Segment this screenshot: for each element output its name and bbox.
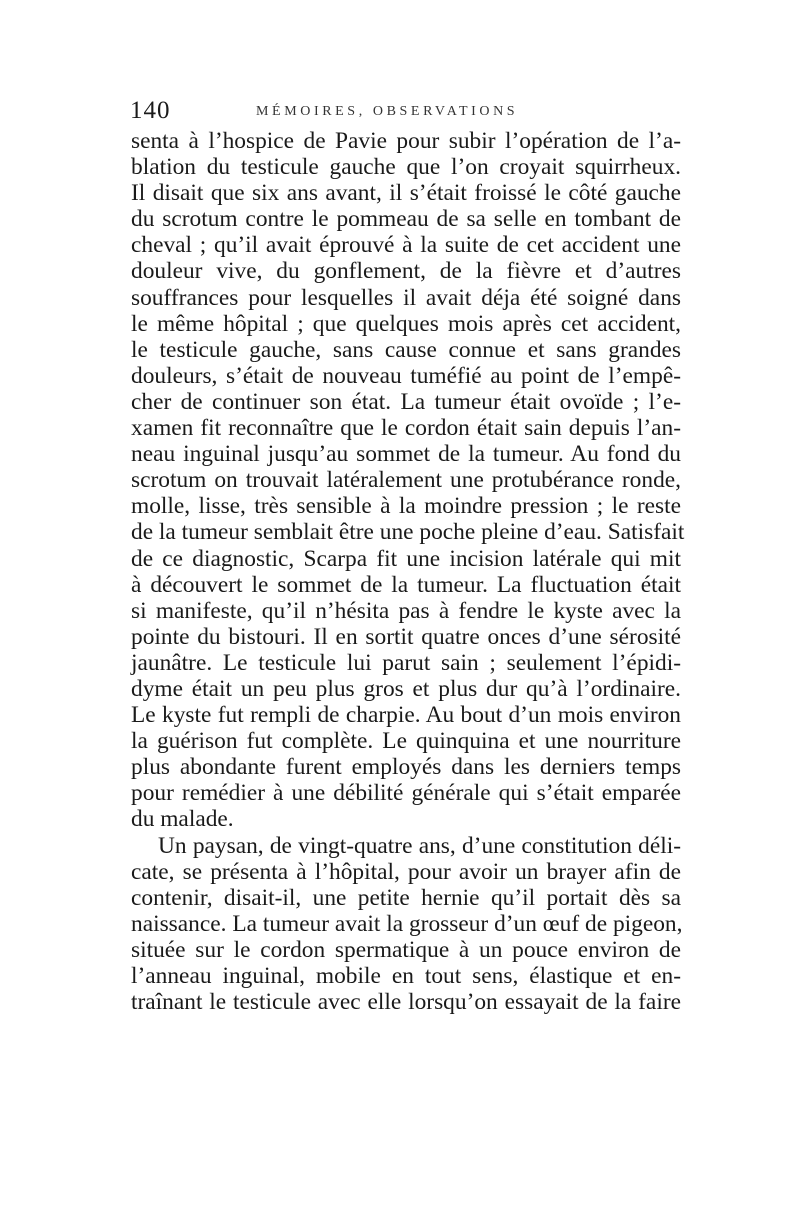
running-title: MÉMOIRES, OBSERVATIONS — [256, 104, 519, 119]
text-line: senta à l’hospice de Pavie pour subir l’opération de l’a- — [131, 128, 681, 154]
paragraph-start-line: Un paysan, de vingt-quatre ans, d’une constitution déli- — [158, 832, 681, 859]
text-line: cher de continuer son état. La tumeur était ovoïde ; l’e- — [131, 388, 681, 415]
text-line: pointe du bistouri. Il en sortit quatre onces d’une sérosité — [131, 623, 681, 650]
text-line: à découvert le sommet de la tumeur. La fluctuation était — [131, 571, 681, 598]
text-line: la guérison fut complète. Le quinquina et une nourriture — [131, 728, 681, 755]
text-line: le même hôpital ; que quelques mois après cet accident, — [131, 310, 681, 337]
text-line: dyme était un peu plus gros et plus dur qu’à l’ordinaire. — [131, 675, 681, 702]
text-line: douleur vive, du gonflement, de la fièvre et d’autres — [131, 258, 681, 285]
text-line: cheval ; qu’il avait éprouvé à la suite de cet accident une — [131, 232, 681, 259]
page-number: 140 — [130, 97, 171, 124]
text-line: située sur le cordon spermatique à un pouce environ de — [131, 936, 681, 963]
text-line: traînant le testicule avec elle lorsqu’on essayait de la faire — [131, 989, 681, 1016]
text-line: contenir, disait-il, une petite hernie qu’il portait dès sa — [131, 884, 681, 911]
text-line: souffrances pour lesquelles il avait déja été soigné dans — [131, 284, 681, 311]
text-line: le testicule gauche, sans cause connue et sans grandes — [131, 336, 681, 363]
text-line: de la tumeur semblait être une poche pleine d’eau. Satisfait — [131, 519, 685, 546]
text-line: de ce diagnostic, Scarpa fit une incision latérale qui mit — [131, 545, 681, 572]
text-line: pour remédier à une débilité générale qui s’était emparée — [131, 780, 681, 807]
paragraph-end-line: du malade. — [131, 806, 234, 833]
text-line: plus abondante furent employés dans les derniers temps — [131, 754, 681, 781]
text-line: scrotum on trouvait latéralement une protubérance ronde, — [131, 467, 681, 494]
text-line: l’anneau inguinal, mobile en tout sens, élastique et en- — [131, 963, 681, 989]
page-header — [128, 96, 688, 126]
text-line: xamen fit reconnaître que le cordon était sain depuis l’an- — [131, 415, 681, 442]
text-line: naissance. La tumeur avait la grosseur d’un œuf de pigeon, — [131, 910, 683, 937]
text-line: si manifeste, qu’il n’hésita pas à fendre le kyste avec la — [131, 597, 681, 624]
text-line: Le kyste fut rempli de charpie. Au bout d’un mois environ — [131, 702, 681, 729]
text-line: molle, lisse, très sensible à la moindre pression ; le reste — [131, 493, 681, 520]
text-line: neau inguinal jusqu’au sommet de la tumeur. Au fond du — [131, 441, 681, 468]
text-line: cate, se présenta à l’hôpital, pour avoir un brayer afin de — [131, 858, 681, 885]
text-line: jaunâtre. Le testicule lui parut sain ; seulement l’épidi- — [131, 649, 681, 676]
text-line: blation du testicule gauche que l’on croyait squirrheux. — [131, 154, 681, 181]
text-line: Il disait que six ans avant, il s’était froissé le côté gauche — [131, 180, 681, 207]
text-line: du scrotum contre le pommeau de sa selle en tombant de — [131, 206, 681, 233]
text-line: douleurs, s’était de nouveau tuméfié au point de l’empê- — [131, 362, 681, 389]
body-text — [131, 128, 685, 1016]
